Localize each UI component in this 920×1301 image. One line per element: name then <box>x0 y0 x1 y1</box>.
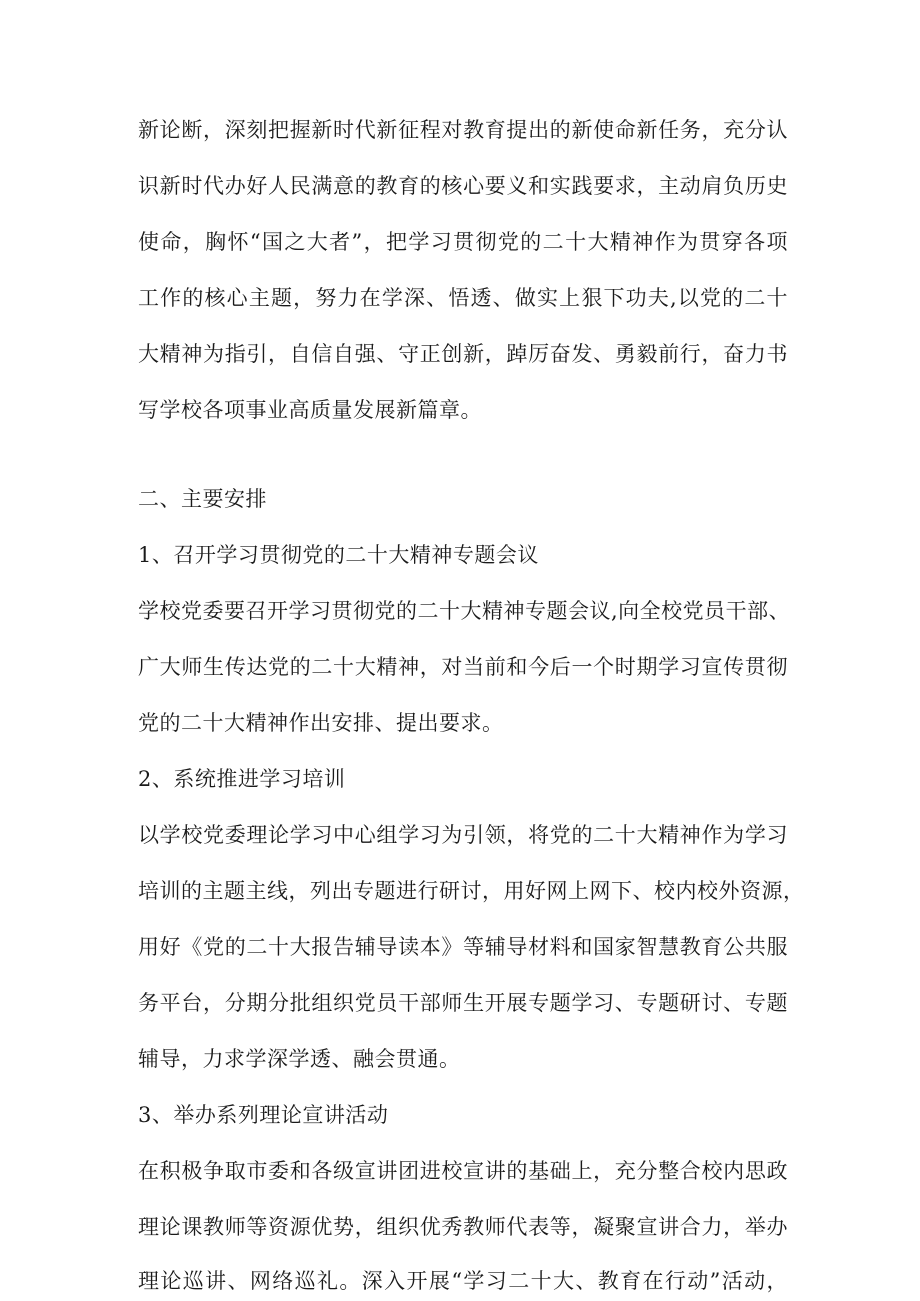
paragraph-line: 以学校党委理论学习中心组学习为引领，将党的二十大精神作为学习 <box>138 823 788 847</box>
item-title: 3、举办系列理论宣讲活动 <box>138 1103 389 1127</box>
paragraph-line: 培训的主题主线，列出专题进行研讨，用好网上网下、校内校外资源， <box>138 879 805 903</box>
paragraph-line: 理论巡讲、网络巡礼。深入开展“学习二十大、教育在行动”活动， <box>138 1269 788 1293</box>
paragraph-line: 大精神为指引，自信自强、守正创新，踔厉奋发、勇毅前行，奋力书 <box>138 342 788 366</box>
paragraph-line: 识新时代办好人民满意的教育的核心要义和实践要求，主动肩负历史 <box>138 174 788 198</box>
paragraph-line: 广大师生传达党的二十大精神，对当前和今后一个时期学习宣传贯彻 <box>138 655 788 679</box>
paragraph-line: 新论断，深刻把握新时代新征程对教育提出的新使命新任务，充分认 <box>138 118 788 142</box>
paragraph-line: 在积极争取市委和各级宣讲团进校宣讲的基础上，充分整合校内思政 <box>138 1159 788 1183</box>
paragraph-line: 理论课教师等资源优势，组织优秀教师代表等，凝聚宣讲合力，举办 <box>138 1215 788 1239</box>
paragraph-line: 学校党委要召开学习贯彻党的二十大精神专题会议,向全校党员干部、 <box>138 599 791 623</box>
paragraph-line: 务平台，分期分批组织党员干部师生开展专题学习、专题研讨、专题 <box>138 991 788 1015</box>
paragraph-line: 用好《党的二十大报告辅导读本》等辅导材料和国家智慧教育公共服 <box>138 935 788 959</box>
paragraph-line: 使命，胸怀“国之大者”，把学习贯彻党的二十大精神作为贯穿各项 <box>138 230 788 254</box>
item-title: 2、系统推进学习培训 <box>138 767 346 791</box>
item-title: 1、召开学习贯彻党的二十大精神专题会议 <box>138 543 539 567</box>
paragraph-line: 工作的核心主题，努力在学深、悟透、做实上狠下功夫,以党的二十 <box>138 286 788 310</box>
paragraph-line: 写学校各项事业高质量发展新篇章。 <box>138 398 482 422</box>
paragraph-line: 党的二十大精神作出安排、提出要求。 <box>138 711 504 735</box>
section-title: 二、主要安排 <box>138 487 267 511</box>
paragraph-line: 辅导，力求学深学透、融会贯通。 <box>138 1047 461 1071</box>
